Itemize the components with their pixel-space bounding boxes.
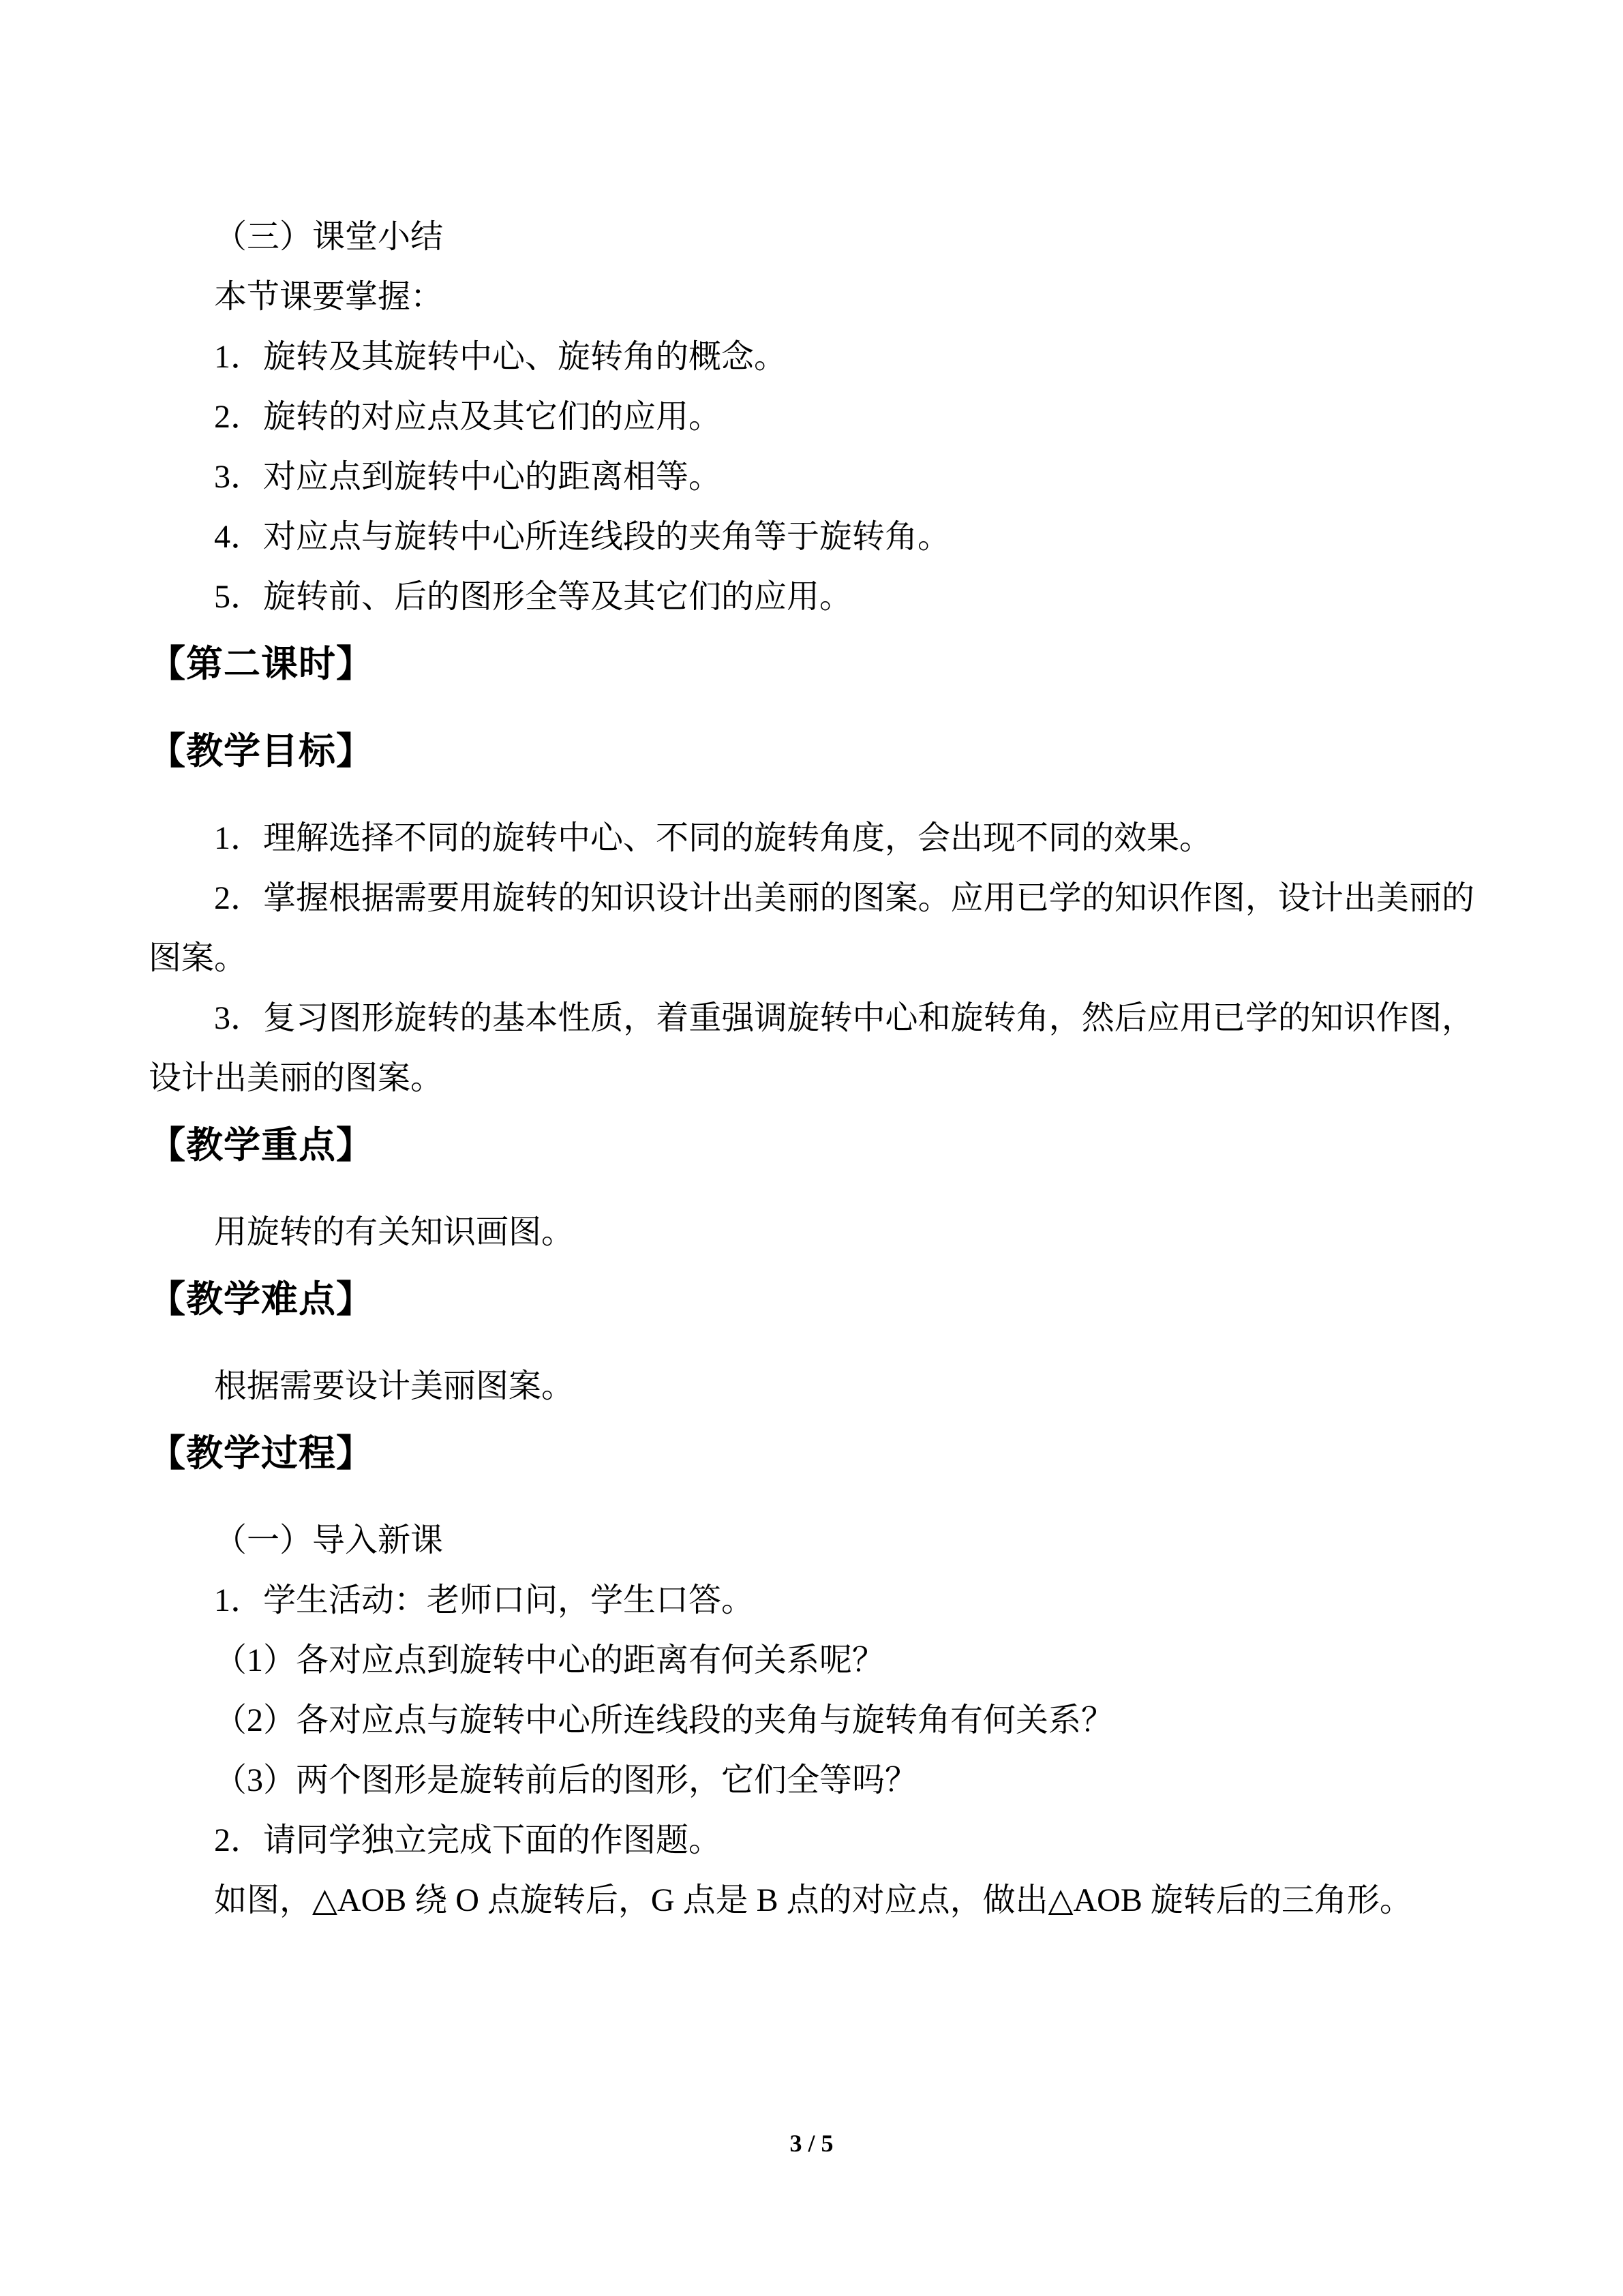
text-line: （3）两个图形是旋转前后的图形，它们全等吗？ — [214, 1762, 918, 1798]
section-heading: 【教学目标】 — [149, 731, 374, 772]
page-number: 3 / 5 — [789, 2130, 834, 2157]
section-heading: 【第二课时】 — [149, 644, 374, 684]
section-heading: 【教学过程】 — [149, 1433, 374, 1474]
text-line: 2．旋转的对应点及其它们的应用。 — [214, 399, 722, 435]
text-line: 1．学生活动：老师口问，学生口答。 — [214, 1582, 755, 1618]
text-line: （三）课堂小结 — [214, 219, 444, 255]
text-line: 用旋转的有关知识画图。 — [214, 1214, 575, 1250]
text-line: （一）导入新课 — [214, 1522, 444, 1558]
text-line: 2．掌握根据需要用旋转的知识设计出美丽的图案。应用已学的知识作图，设计出美丽的 — [214, 880, 1474, 916]
text-line: 4．对应点与旋转中心所连线段的夹角等于旋转角。 — [214, 519, 951, 555]
text-line: 如图，△AOB 绕 O 点旋转后，G 点是 B 点的对应点，做出△AOB 旋转后的三角形。 — [214, 1882, 1412, 1918]
text-line: （1）各对应点到旋转中心的距离有何关系呢？ — [214, 1642, 885, 1678]
document-content — [149, 207, 1474, 1931]
text-line: 3．复习图形旋转的基本性质，着重强调旋转中心和旋转角，然后应用已学的知识作图， — [214, 1000, 1474, 1036]
text-line: 3．对应点到旋转中心的距离相等。 — [214, 459, 722, 495]
text-line: 1．理解选择不同的旋转中心、不同的旋转角度，会出现不同的效果。 — [214, 820, 1213, 856]
text-line: 根据需要设计美丽图案。 — [214, 1368, 575, 1404]
text-line: 2．请同学独立完成下面的作图题。 — [214, 1822, 722, 1858]
section-heading: 【教学重点】 — [149, 1125, 374, 1166]
text-line: 本节课要掌握： — [214, 279, 444, 315]
text-line: 1．旋转及其旋转中心、旋转角的概念。 — [214, 339, 787, 375]
section-heading: 【教学难点】 — [149, 1279, 374, 1320]
text-line: （2）各对应点与旋转中心所连线段的夹角与旋转角有何关系？ — [214, 1702, 1114, 1738]
text-line: 图案。 — [149, 940, 247, 976]
text-line: 设计出美丽的图案。 — [149, 1060, 444, 1096]
text-line: 5．旋转前、后的图形全等及其它们的应用。 — [214, 579, 853, 615]
